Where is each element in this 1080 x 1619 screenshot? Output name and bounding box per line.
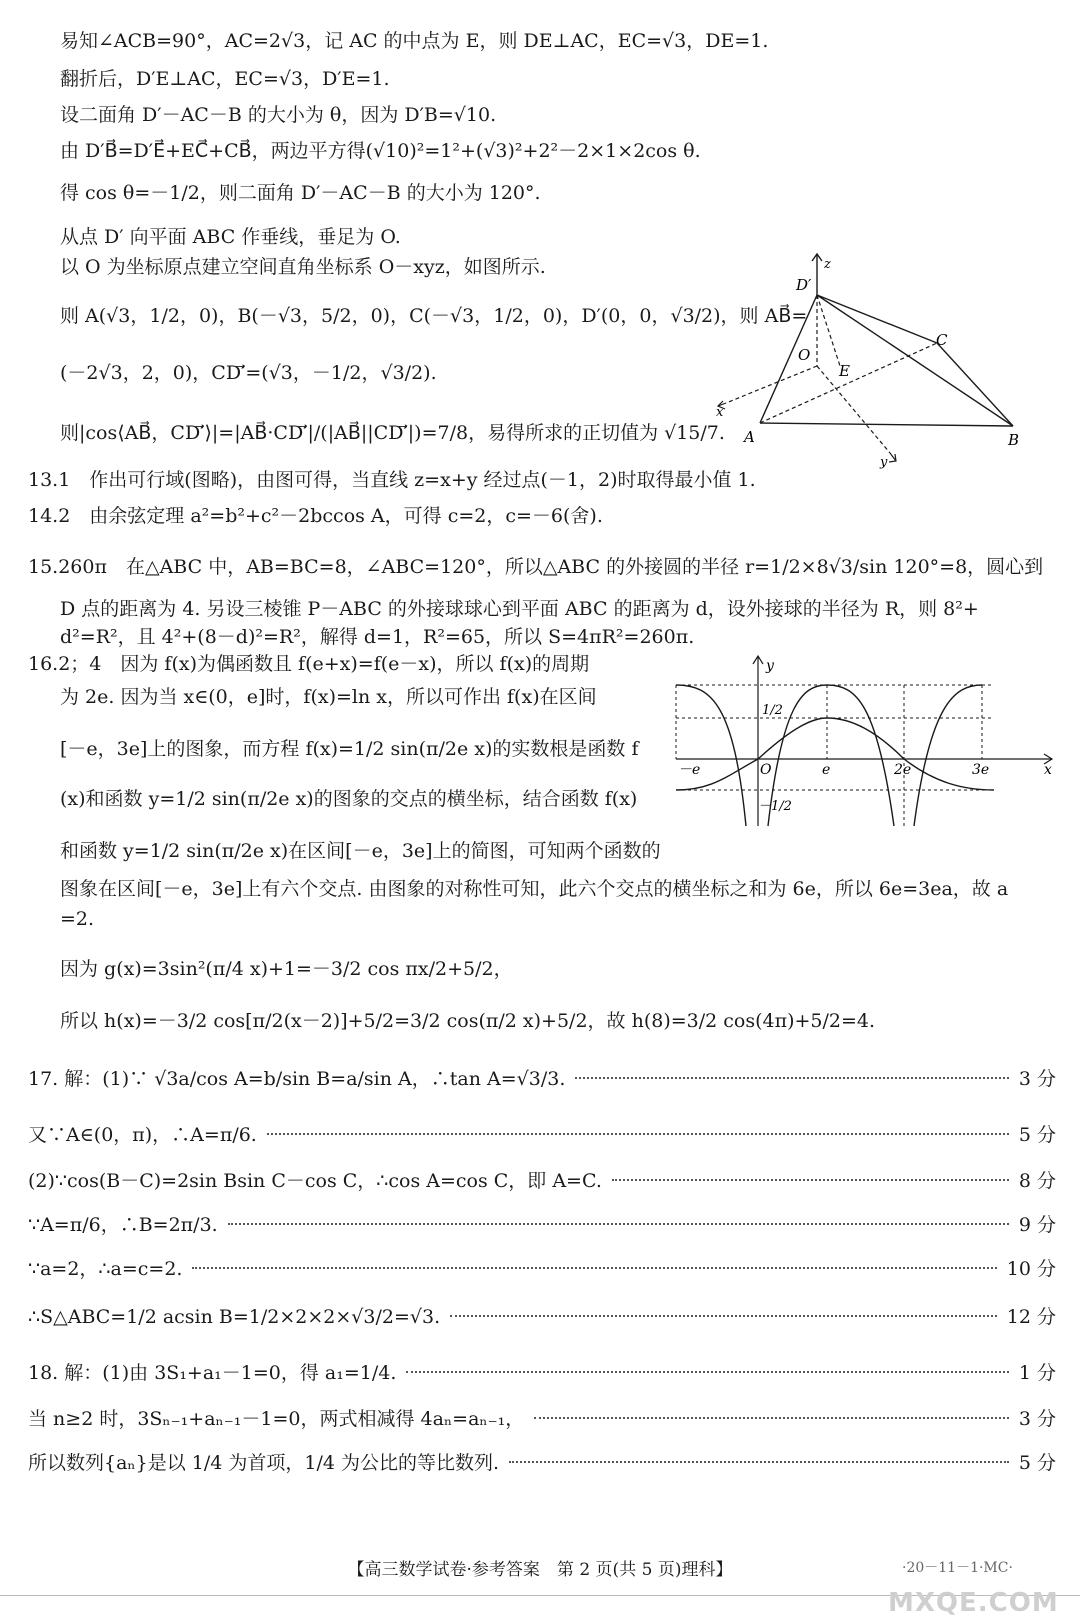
- answer-18-row: [28, 1404, 1056, 1431]
- leader-dots: [267, 1133, 1009, 1135]
- axis-label-z: z: [824, 257, 831, 272]
- answer-17-row: [28, 1120, 1056, 1147]
- step-score: 8 分: [1018, 1170, 1056, 1192]
- answer-16-line: 因为 g(x)=3sin²(π/4 x)+1=－3/2 cos πx/2+5/2，: [60, 958, 513, 980]
- solution-line: 翻折后，D′E⊥AC，EC=√3，D′E=1.: [60, 68, 390, 90]
- leader-dots: [612, 1179, 1009, 1181]
- solution-line: 设二面角 D′－AC－B 的大小为 θ，因为 D′B=√10.: [60, 104, 497, 126]
- answer-17-row: [28, 1254, 1056, 1281]
- step-score: 5 分: [1018, 1124, 1056, 1146]
- tick-label-origin: O: [760, 762, 772, 778]
- step-score: 12 分: [1006, 1306, 1056, 1328]
- step-text: ∵A=π/6，∴B=2π/3.: [28, 1214, 218, 1236]
- answer-17-row: [28, 1064, 1056, 1091]
- answer-17-row: [28, 1302, 1056, 1329]
- leader-dots: [534, 1417, 1009, 1419]
- function-graph: [672, 650, 1062, 830]
- label-b: B: [1008, 431, 1020, 449]
- label-dprime: D′: [796, 276, 812, 294]
- answer-17-row: [28, 1210, 1056, 1237]
- step-text: 当 n≥2 时，3Sₙ₋₁+aₙ₋₁－1=0，两式相减得 4aₙ=aₙ₋₁，: [28, 1408, 525, 1430]
- answer-16-line: 所以 h(x)=－3/2 cos[π/2(x－2)]+5/2=3/2 cos(π/2 x)+5/2，故 h(8)=3/2 cos(4π)+5/2=4.: [60, 1010, 876, 1032]
- step-score: 3 分: [1018, 1068, 1056, 1090]
- answer-18-row: [28, 1448, 1056, 1475]
- leader-dots: [450, 1315, 997, 1317]
- answer-16-line: 图象在区间[－e，3e]上有六个交点. 由图象的对称性可知，此六个交点的横坐标之和为 6e，所以 6e=3ea，故 a: [60, 878, 1009, 900]
- solution-line: 由 D′B⃗=D′E⃗+EC⃗+CB⃗，两边平方得(√10)²=1²+(√3)²+2²－2×1×2cos θ.: [60, 140, 701, 162]
- solution-line: 则 A(√3，1/2，0)，B(－√3，5/2，0)，C(－√3，1/2，0)，D′(0，0，√3/2)，则 AB⃗=: [60, 305, 808, 327]
- solution-line: (－2√3，2，0)，CD′⃗=(√3，－1/2，√3/2).: [60, 362, 437, 384]
- answer-16-line: [－e，3e]上的图象，而方程 f(x)=1/2 sin(π/2e x)的实数根是函数 f: [60, 738, 639, 760]
- answer-16-line: (x)和函数 y=1/2 sin(π/2e x)的图象的交点的横坐标，结合函数 f(x): [60, 788, 638, 810]
- axis-label-x: x: [1044, 762, 1052, 778]
- axis-label-y: y: [880, 455, 888, 470]
- tick-label-neg-half: －1/2: [758, 799, 792, 814]
- step-score: 5 分: [1018, 1452, 1056, 1474]
- pyramid-figure: [700, 248, 1060, 473]
- step-text: 17. 解：(1)∵ √3a/cos A=b/sin B=a/sin A，∴tan A=√3/3.: [28, 1068, 566, 1090]
- solution-line: 以 O 为坐标原点建立空间直角坐标系 O－xyz，如图所示.: [60, 256, 546, 278]
- solution-line: 从点 D′ 向平面 ABC 作垂线，垂足为 O.: [60, 226, 401, 248]
- step-score: 1 分: [1018, 1362, 1056, 1384]
- label-a: A: [744, 428, 755, 446]
- answer-16-line: 和函数 y=1/2 sin(π/2e x)在区间[－e，3e]上的简图，可知两个函数的: [60, 840, 661, 862]
- step-text: 18. 解：(1)由 3S₁+a₁－1=0，得 a₁=1/4.: [28, 1362, 397, 1384]
- answer-18-row: [28, 1358, 1056, 1385]
- answer-14: 14.2 由余弦定理 a²=b²+c²－2bccos A，可得 c=2，c=－6(舍).: [28, 505, 603, 527]
- leader-dots: [192, 1267, 996, 1269]
- solution-line: 易知∠ACB=90°，AC=2√3，记 AC 的中点为 E，则 DE⊥AC，EC=√3，DE=1.: [60, 30, 769, 52]
- step-text: ∴S△ABC=1/2 acsin B=1/2×2×2×√3/2=√3.: [28, 1306, 441, 1328]
- answer-15-line: D 点的距离为 4. 另设三棱锥 P－ABC 的外接球球心到平面 ABC 的距离为 d，设外接球的半径为 R，则 8²+: [60, 598, 979, 620]
- answer-13: 13.1 作出可行域(图略)，由图可得，当直线 z=x+y 经过点(－1，2)时取得最小值 1.: [28, 469, 756, 491]
- solution-line: 则|cos⟨AB⃗，CD′⃗⟩|=|AB⃗·CD′⃗|/(|AB⃗||CD′⃗|)=7/8，易得所求的正切值为 √15/7.: [60, 422, 725, 444]
- step-text: (2)∵cos(B－C)=2sin Bsin C－cos C，∴cos A=cos C，即 A=C.: [28, 1170, 602, 1192]
- axis-label-y: y: [766, 658, 774, 674]
- label-c: C: [936, 331, 948, 349]
- page-footer: 【高三数学试卷·参考答案 第 2 页(共 5 页)理科】: [347, 1560, 733, 1580]
- watermark: MXQE.COM: [888, 1588, 1059, 1618]
- label-e: E: [839, 362, 850, 380]
- answer-15-line: d²=R²，且 4²+(8－d)²=R²，解得 d=1，R²=65，所以 S=4πR²=260π.: [60, 626, 695, 648]
- step-text: ∵a=2，∴a=c=2.: [28, 1258, 183, 1280]
- answer-16-line: 为 2e. 因为当 x∈(0，e]时，f(x)=ln x，所以可作出 f(x)在区间: [60, 686, 597, 708]
- solution-line: 得 cos θ=－1/2，则二面角 D′－AC－B 的大小为 120°.: [60, 182, 541, 204]
- leader-dots: [575, 1077, 1009, 1079]
- tick-label-e: e: [822, 762, 831, 778]
- leader-dots: [228, 1223, 1009, 1225]
- tick-label-neg-e: －e: [678, 762, 701, 778]
- tick-label-2e: 2e: [894, 762, 912, 778]
- answer-16-line: =2.: [60, 908, 95, 930]
- answer-15-line: 15.260π 在△ABC 中，AB=BC=8，∠ABC=120°，所以△ABC 的外接圆的半径 r=1/2×8√3/sin 120°=8，圆心到: [28, 556, 1044, 578]
- document-code: ·20－11－1·MC·: [902, 1560, 1013, 1576]
- step-text: 又∵A∈(0，π)，∴A=π/6.: [28, 1124, 257, 1146]
- step-score: 3 分: [1018, 1408, 1056, 1430]
- answer-16-line: 16.2；4 因为 f(x)为偶函数且 f(e+x)=f(e－x)，所以 f(x)的周期: [28, 653, 590, 675]
- leader-dots: [406, 1371, 1008, 1373]
- tick-label-half: 1/2: [762, 703, 783, 718]
- axis-label-x: x: [716, 405, 724, 420]
- step-text: 所以数列{aₙ}是以 1/4 为首项，1/4 为公比的等比数列.: [28, 1452, 500, 1474]
- answer-17-row: [28, 1166, 1056, 1193]
- step-score: 10 分: [1006, 1258, 1056, 1280]
- tick-label-3e: 3e: [972, 762, 990, 778]
- label-o: O: [798, 346, 811, 364]
- step-score: 9 分: [1018, 1214, 1056, 1236]
- leader-dots: [509, 1461, 1009, 1463]
